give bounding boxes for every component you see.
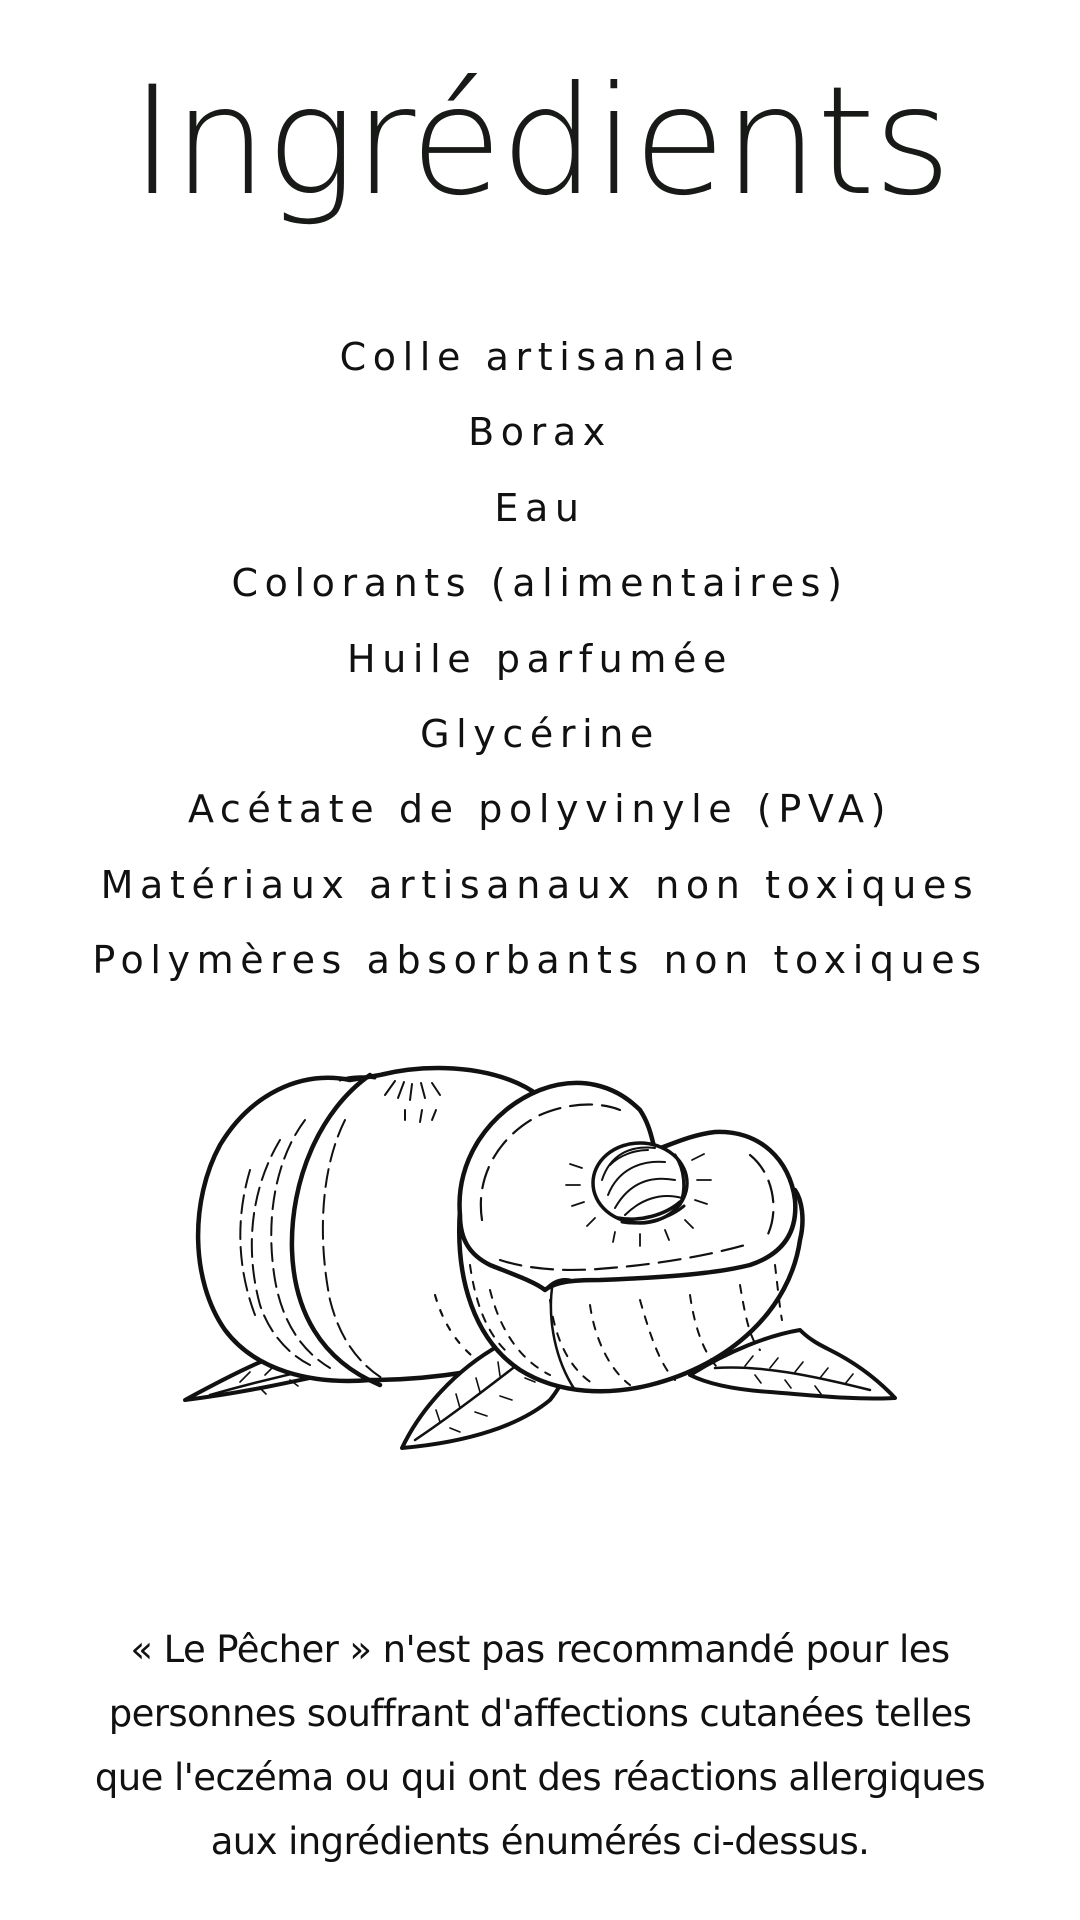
ingredient-item: Matériaux artisanaux non toxiques xyxy=(100,862,980,907)
ingredient-item: Polymères absorbants non toxiques xyxy=(92,938,988,983)
ingredient-item: Glycérine xyxy=(420,711,660,756)
notice-line: personnes souffrant d'affections cutanées telles xyxy=(108,1692,972,1735)
ingredient-item: Huile parfumée xyxy=(347,636,733,681)
allergy-notice xyxy=(0,1618,1080,1874)
ingredient-item: Borax xyxy=(468,410,612,455)
ingredient-list xyxy=(0,320,1080,999)
ingredient-item: Colorants (alimentaires) xyxy=(231,561,849,606)
notice-line: aux ingrédients énumérés ci-dessus. xyxy=(210,1820,870,1863)
peach-illustration xyxy=(170,1050,920,1470)
peach-icon xyxy=(170,1050,920,1470)
notice-line: que l'eczéma ou qui ont des réactions allergiques xyxy=(94,1756,986,1799)
page-title: Ingrédients xyxy=(130,55,950,229)
ingredient-item: Acétate de polyvinyle (PVA) xyxy=(187,787,893,832)
ingredient-item: Eau xyxy=(494,485,586,530)
ingredient-item: Colle artisanale xyxy=(339,335,741,379)
notice-line: « Le Pêcher » n'est pas recommandé pour les xyxy=(130,1628,950,1671)
